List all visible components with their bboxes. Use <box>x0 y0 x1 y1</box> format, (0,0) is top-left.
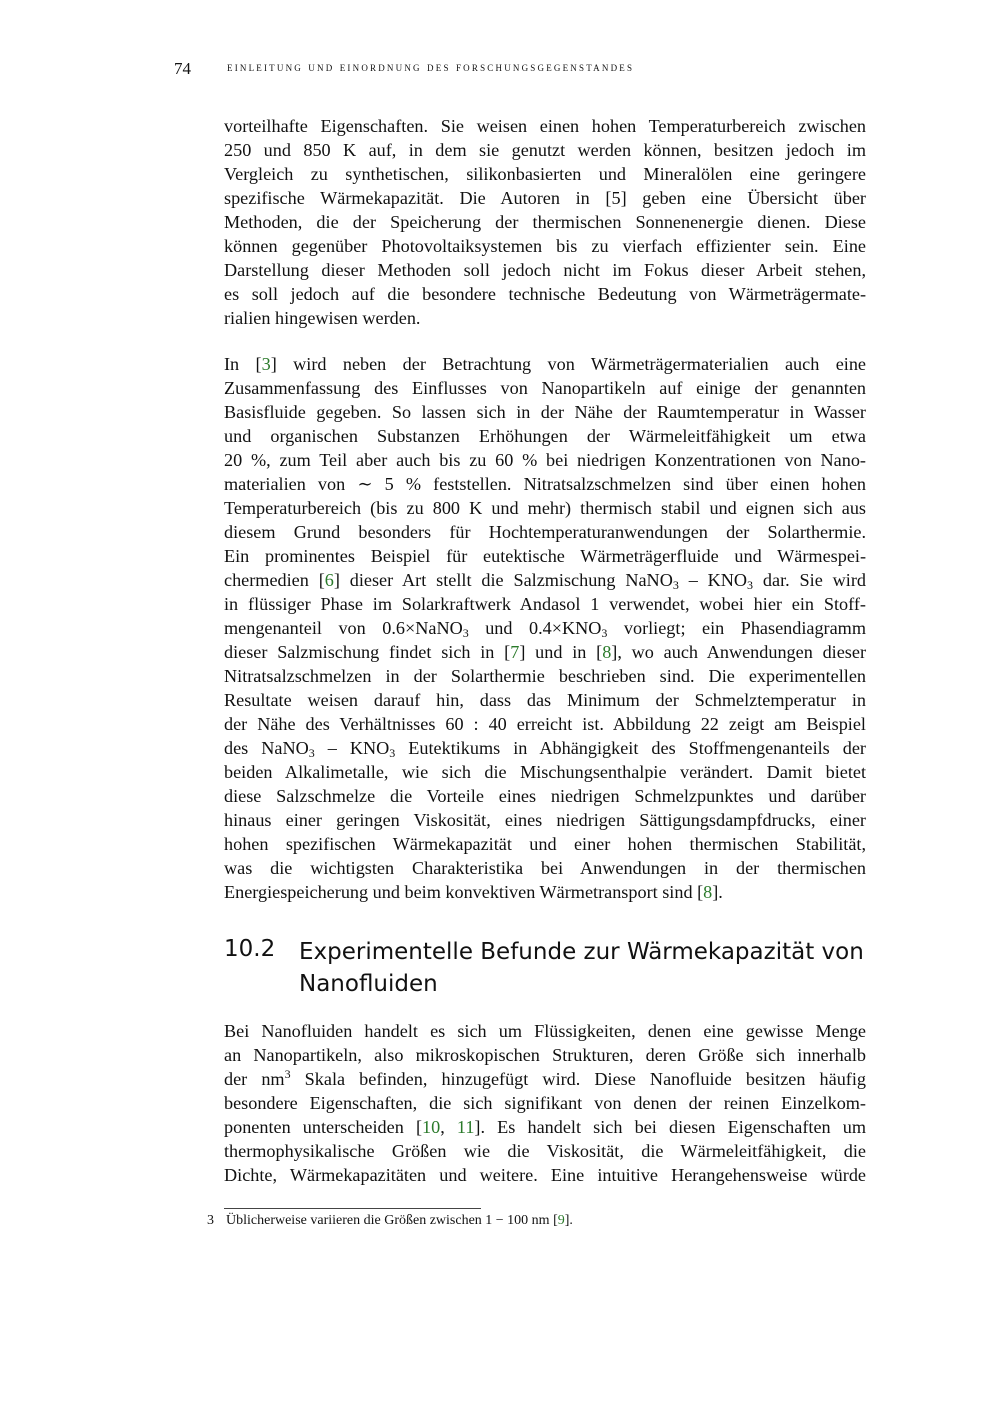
text-line: mengenanteil von 0.6×NaNO$_3$ und $0.4\times KNO_3$ vorliegt; ein Phasendiagramm <box>224 618 866 640</box>
text-line: in flüssiger Phase im Solarkraftwerk Andasol 1 verwendet, wobei hier ein Stoff- <box>224 594 866 614</box>
text-line: an Nanopartikeln, also mikroskopischen Strukturen, deren Größe sich innerhalb <box>224 1045 866 1065</box>
text-line: besondere Eigenschaften, die sich signifikant von denen der reinen Einzelkom- <box>224 1093 866 1113</box>
text-line: 250 und 850 K auf, in dem sie genutzt werden können, besitzen jedoch im <box>224 140 866 160</box>
citation-link[interactable]: 11 <box>456 1117 475 1137</box>
text-line: Resultate weisen darauf hin, dass das Minimum der Schmelztemperatur in <box>224 690 866 710</box>
citation-link[interactable]: 8 <box>703 882 713 902</box>
text-line: hinaus einer geringen Viskosität, eines niedrigen Sättigungsdampfdrucks, einer <box>224 810 866 830</box>
citation-link[interactable]: 10 <box>422 1117 441 1137</box>
paragraph-2 <box>224 352 866 904</box>
text-line: des NaNO$_3$ – $KNO_3$ Eutektikums in Abhängigkeit des Stoffmengenanteils der <box>224 738 866 760</box>
text-line: und organischen Substanzen Erhöhungen der Wärmeleitfähigkeit um etwa <box>224 426 866 446</box>
footnote-text: Üblicherweise variieren die Größen zwischen 1 − 100 nm [9]. <box>226 1213 573 1228</box>
text-line: chermedien [6] dieser Art stellt die Salzmischung NaNO$_3$ – $KNO_3$ dar. Sie wird <box>224 570 866 592</box>
text-line: können gegenüber Photovoltaiksystemen bis zu vierfach effizienter sein. Eine <box>224 236 866 256</box>
paragraph-1 <box>224 114 866 330</box>
text-line: Zusammenfassung des Einflusses von Nanopartikeln auf einige der genannten <box>224 378 866 398</box>
text-line: hohen spezifischen Wärmekapazität und einer hohen thermischen Stabilität, <box>224 834 866 854</box>
running-head <box>174 59 874 81</box>
text-line: Ein prominentes Beispiel für eutektische Wärmeträgerfluide und Wärmespei- <box>224 546 866 566</box>
text-line: was die wichtigsten Charakteristika bei Anwendungen in der thermischen <box>224 858 866 878</box>
paragraph-3 <box>224 1019 866 1187</box>
section-number: 10.2 <box>224 936 276 962</box>
text-line: spezifische Wärmekapazität. Die Autoren in [5] geben eine Übersicht über <box>224 188 866 208</box>
text-line: Temperaturbereich (bis zu 800 K und mehr) thermisch stabil und eignen sich aus <box>224 498 866 518</box>
body-text-bottom <box>224 1019 866 1187</box>
text-line: der $nm^3$ Skala befinden, hinzugefügt wird. Diese Nanofluide besitzen häufig <box>224 1066 867 1089</box>
text-line: Energiespeicherung und beim konvektiven Wärmetransport sind [8]. <box>224 882 723 902</box>
text-line: Nitratsalzschmelzen in der Solarthermie beschrieben sind. Die experimentellen <box>224 666 866 686</box>
text-line: 20 %, zum Teil aber auch bis zu 60 % bei niedrigen Konzentrationen von Nano- <box>224 450 866 470</box>
text-line: Dichte, Wärmekapazitäten und weitere. Eine intuitive Herangehensweise würde <box>224 1165 866 1185</box>
text-line: Bei Nanofluiden handelt es sich um Flüssigkeiten, denen eine gewisse Menge <box>224 1021 866 1041</box>
text-line: es soll jedoch auf die besondere technische Bedeutung von Wärmeträgermate- <box>224 284 866 304</box>
text-line: thermophysikalische Größen wie die Viskosität, die Wärmeleitfähigkeit, die <box>224 1141 866 1161</box>
footnote-marker[interactable]: 3 <box>284 1066 291 1081</box>
citation-link[interactable]: 7 <box>510 642 520 662</box>
citation-link[interactable]: 9 <box>557 1213 565 1228</box>
text-line: diese Salzschmelze die Vorteile eines niedrigen Schmelzpunktes und darüber <box>224 786 866 806</box>
text-line: diesem Grund besonders für Hochtemperaturanwendungen der Solarthermie. <box>224 522 866 542</box>
text-line: vorteilhafte Eigenschaften. Sie weisen einen hohen Temperaturbereich zwischen <box>224 116 866 136</box>
page-number: 74 <box>174 59 191 78</box>
section-title: Experimentelle Befunde zur Wärmekapazität von Nanofluiden <box>299 939 864 997</box>
footnote-number: 3 <box>207 1213 214 1228</box>
footnote-divider <box>224 1208 481 1209</box>
text-line: dieser Salzmischung findet sich in [7] und in [8], wo auch Anwendungen dieser <box>224 642 867 662</box>
body-text-top <box>224 114 866 904</box>
text-line: rialien hingewisen werden. <box>224 308 421 328</box>
text-line: Methoden, die der Speicherung der thermischen Sonnenenergie dienen. Diese <box>224 212 866 232</box>
text-line: beiden Alkalimetalle, wie sich die Mischungsenthalpie verändert. Damit bietet <box>224 762 866 782</box>
citation-link[interactable]: 3 <box>261 354 271 374</box>
text-line: ponenten unterscheiden [10, 11]. Es handelt sich bei diesen Eigenschaften um <box>224 1117 866 1137</box>
text-line: Basisfluide gegeben. So lassen sich in der Nähe der Raumtemperatur in Wasser <box>224 402 866 422</box>
text-line: materialien von ∼ 5 % feststellen. Nitratsalzschmelzen sind über einen hohen <box>224 474 866 494</box>
text-line: In [3] wird neben der Betrachtung von Wärmeträgermaterialien auch eine <box>224 354 866 374</box>
running-title: einleitung und einordnung des forschungsgegenstandes <box>227 60 635 74</box>
text-line: Darstellung dieser Methoden soll jedoch nicht im Fokus dieser Arbeit stehen, <box>224 260 866 280</box>
citation-link[interactable]: 6 <box>324 570 334 590</box>
text-line: Vergleich zu synthetischen, silikonbasierten und Mineralölen eine geringere <box>224 164 866 184</box>
citation-link[interactable]: 8 <box>602 642 612 662</box>
text-line: der Nähe des Verhältnisses 60 : 40 erreicht ist. Abbildung 22 zeigt am Beispiel <box>224 714 866 734</box>
